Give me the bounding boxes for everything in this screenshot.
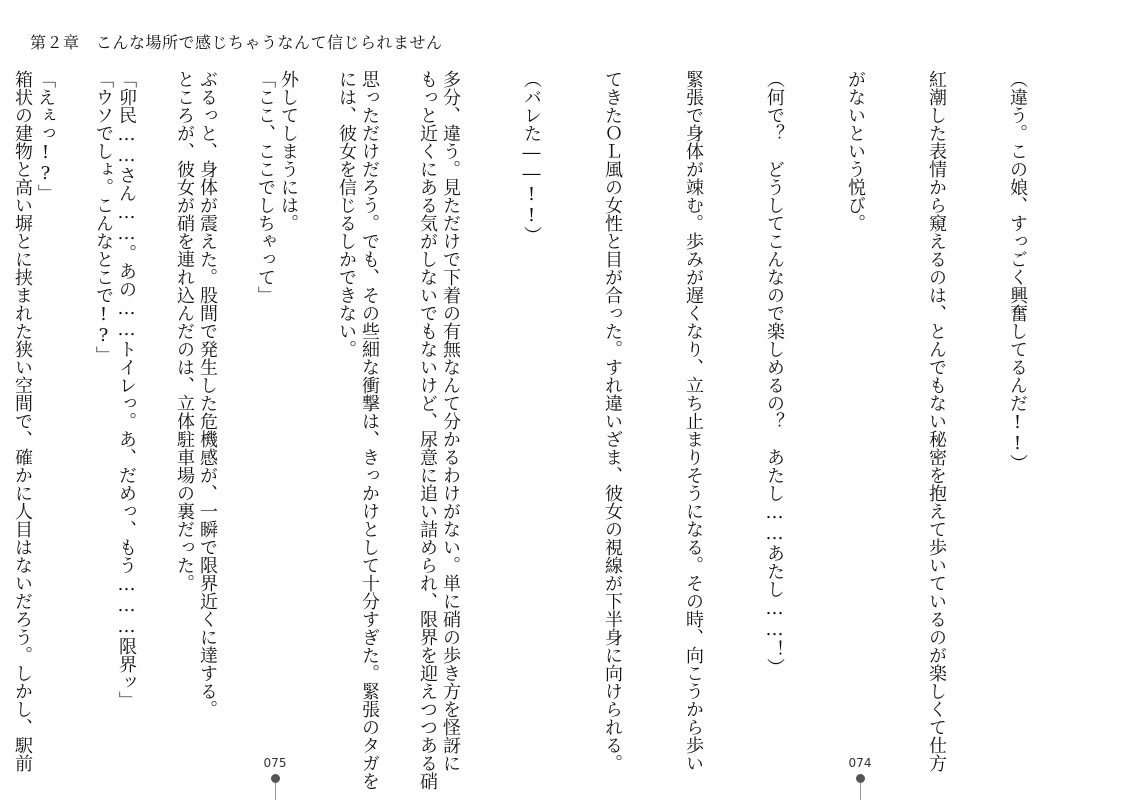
page-number-right: 074 (848, 756, 872, 770)
text-line: 紅潮した表情から窺えるのは、とんでもない秘密を抱えて歩いているのが楽しくて仕方 (926, 70, 947, 772)
text-line: ところが、彼女が硝を連れ込んだのは、立体駐車場の裏だった。 (174, 70, 195, 592)
text-line: （何で？ どうしてこんなので楽しめるの？ あたし……あたし……！） (764, 70, 785, 676)
chapter-header: 第２章 こんな場所で感じちゃうなんて信じられません (30, 33, 443, 52)
text-line: （バレた――!!） (521, 70, 542, 244)
text-line: もっと近くにある気がしないでもないけど、尿意に追い詰められ、限界を迎えつつある硝 (417, 70, 438, 790)
page-marker-line-left (275, 783, 276, 800)
text-line: 緊張で身体が竦む。歩みが遅くなり、立ち止まりそうになる。その時、向こうから歩い (683, 70, 704, 772)
text-line: 「ウソでしょ。こんなとこで!?」 (93, 70, 114, 364)
page-marker-line-right (860, 783, 861, 800)
text-line: 箱状の建物と高い塀とに挟まれた狭い空間で、確かに人目はないだろう。しかし、駅前 (12, 70, 33, 772)
text-line: ぶるっと、身体が震えた。股間で発生した危機感が、一瞬で限界近くに達する。 (197, 70, 218, 718)
text-line: てきたＯＬ風の女性と目が合った。すれ違いざま、彼女の視線が下半身に向けられる。 (602, 70, 623, 772)
text-line: （違う。この娘、すっごく興奮してるんだ!!） (1007, 70, 1028, 472)
text-line: 「卯民……さん……。あの……トイレっ。あ、だめっ、もう………限界ッ」 (116, 70, 137, 709)
text-line: 外してしまうには。 (278, 70, 299, 232)
text-line: 多分、違う。見ただけで下着の有無なんて分かるわけがない。単に硝の歩き方を怪訝に (440, 70, 461, 772)
page-number-left: 075 (263, 756, 287, 770)
text-line: には、彼女を信じるしかできない。 (336, 70, 357, 358)
page-marker-dot-right (856, 774, 865, 783)
text-line: がないという悦び。 (845, 70, 866, 232)
text-line: 思っただけだろう。でも、その些細な衝撃は、きっかけとして十分すぎた。緊張のタガを (359, 70, 380, 790)
text-line: 「えぇっ!?」 (35, 70, 56, 202)
page-marker-dot-left (271, 774, 280, 783)
text-line: 「ここ、ここでしちゃって」 (255, 70, 276, 304)
